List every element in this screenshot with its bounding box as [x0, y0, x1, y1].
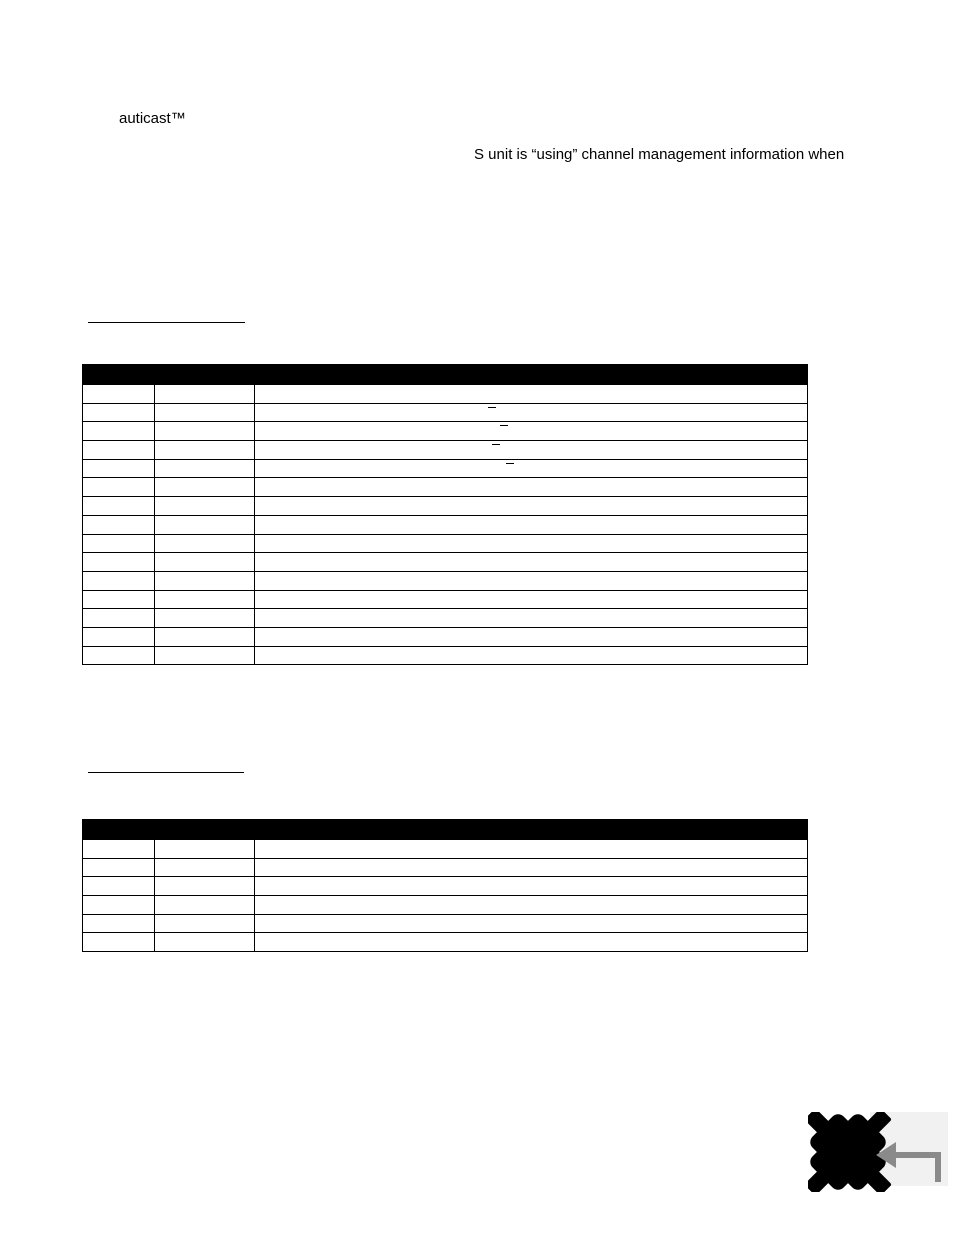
- table-cell-c1: [83, 877, 155, 896]
- table-cell-c3: [255, 478, 808, 497]
- table-row: [83, 534, 808, 553]
- table-cell-c2: [155, 646, 255, 665]
- table-cell-c2: [155, 497, 255, 516]
- table-cell-c2: [155, 896, 255, 915]
- dash-mark: [492, 444, 500, 445]
- table-cell-c1: [83, 609, 155, 628]
- table-header-cell: [255, 820, 808, 840]
- table-cell-c2: [155, 627, 255, 646]
- x-mark-return-arrow-icon: [808, 1112, 948, 1192]
- table-row: [83, 933, 808, 952]
- table-cell-c2: [155, 459, 255, 478]
- table-cell-c2: [155, 385, 255, 404]
- dash-mark: [488, 407, 496, 408]
- table-cell-c1: [83, 441, 155, 460]
- dash-mark: [500, 425, 508, 426]
- table-row: [83, 858, 808, 877]
- table-cell-c3: [255, 497, 808, 516]
- table-row: [83, 459, 808, 478]
- table-cell-c2: [155, 515, 255, 534]
- table-cell-c1: [83, 914, 155, 933]
- table-cell-c1: [83, 534, 155, 553]
- table-cell-c1: [83, 497, 155, 516]
- table-cell-c3: [255, 459, 808, 478]
- table-cell-c1: [83, 627, 155, 646]
- table-row: [83, 515, 808, 534]
- table-cell-c2: [155, 840, 255, 859]
- table-cell-c2: [155, 877, 255, 896]
- table-row: [83, 896, 808, 915]
- table-cell-c1: [83, 385, 155, 404]
- table-row: [83, 877, 808, 896]
- table-row: [83, 646, 808, 665]
- table-cell-c3: [255, 933, 808, 952]
- paragraph-fragment-2: S unit is “using” channel management information when: [474, 146, 845, 163]
- table-cell-c1: [83, 515, 155, 534]
- section-heading-underline-1: [88, 322, 245, 323]
- table-cell-c1: [83, 459, 155, 478]
- table-cell-c3: [255, 422, 808, 441]
- table-cell-c2: [155, 478, 255, 497]
- table-header-cell: [155, 365, 255, 385]
- table-cell-c3: [255, 441, 808, 460]
- table-cell-c1: [83, 422, 155, 441]
- table-row: [83, 441, 808, 460]
- table-header-cell: [155, 820, 255, 840]
- table-cell-c3: [255, 571, 808, 590]
- table-cell-c2: [155, 933, 255, 952]
- table-cell-c2: [155, 553, 255, 572]
- table-cell-c3: [255, 553, 808, 572]
- table-cell-c3: [255, 840, 808, 859]
- table-cell-c1: [83, 858, 155, 877]
- table-cell-c1: [83, 840, 155, 859]
- table-cell-c3: [255, 403, 808, 422]
- table-row: [83, 627, 808, 646]
- table-cell-c3: [255, 877, 808, 896]
- table-cell-c3: [255, 914, 808, 933]
- data-table-2: [82, 819, 808, 952]
- table-header-cell: [255, 365, 808, 385]
- table-cell-c1: [83, 403, 155, 422]
- table-cell-c2: [155, 609, 255, 628]
- table-cell-c2: [155, 534, 255, 553]
- table-row: [83, 385, 808, 404]
- table-cell-c1: [83, 478, 155, 497]
- table-header-cell: [83, 820, 155, 840]
- table-row: [83, 840, 808, 859]
- table-cell-c1: [83, 590, 155, 609]
- table-cell-c3: [255, 896, 808, 915]
- table-cell-c3: [255, 858, 808, 877]
- table-cell-c2: [155, 590, 255, 609]
- table-cell-c2: [155, 422, 255, 441]
- dash-mark: [506, 463, 514, 464]
- table-row: [83, 553, 808, 572]
- table-cell-c2: [155, 403, 255, 422]
- section-heading-underline-2: [88, 772, 244, 773]
- table-cell-c3: [255, 385, 808, 404]
- table-header-row: [83, 820, 808, 840]
- table-cell-c1: [83, 553, 155, 572]
- table-row: [83, 609, 808, 628]
- table-cell-c3: [255, 534, 808, 553]
- table-cell-c1: [83, 896, 155, 915]
- table-cell-c2: [155, 914, 255, 933]
- table-cell-c3: [255, 646, 808, 665]
- table-header-cell: [83, 365, 155, 385]
- table-cell-c3: [255, 590, 808, 609]
- table-header-row: [83, 365, 808, 385]
- table-cell-c2: [155, 441, 255, 460]
- data-table-1: [82, 364, 808, 665]
- table-cell-c1: [83, 933, 155, 952]
- table-cell-c2: [155, 858, 255, 877]
- table-cell-c3: [255, 627, 808, 646]
- table-cell-c1: [83, 571, 155, 590]
- table-row: [83, 403, 808, 422]
- table-row: [83, 422, 808, 441]
- paragraph-fragment-1: auticast™: [119, 110, 186, 127]
- table-row: [83, 914, 808, 933]
- table-cell-c2: [155, 571, 255, 590]
- table-cell-c3: [255, 515, 808, 534]
- table-row: [83, 571, 808, 590]
- table-row: [83, 478, 808, 497]
- table-cell-c1: [83, 646, 155, 665]
- table-row: [83, 590, 808, 609]
- table-cell-c3: [255, 609, 808, 628]
- table-row: [83, 497, 808, 516]
